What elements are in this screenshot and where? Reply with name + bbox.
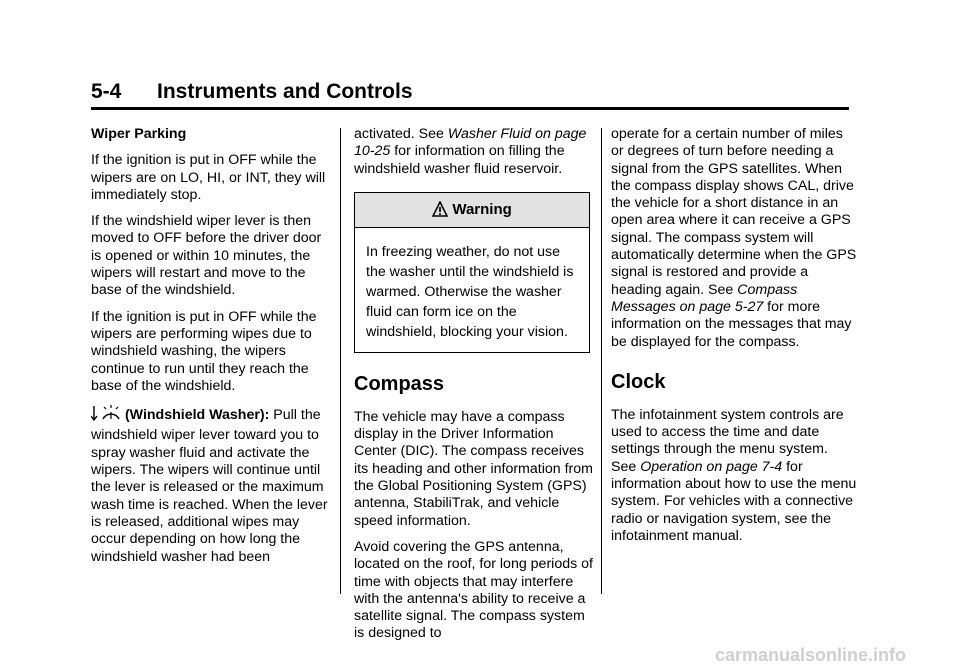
windshield-washer-icon	[91, 404, 121, 427]
washer-label: (Windshield Washer):	[124, 407, 270, 424]
compass-heading: Compass	[354, 372, 445, 395]
column-divider-1	[340, 128, 341, 594]
text-run: for information about how to use the menu system. For vehicles with a connective radio or navigation system, see the infotainment manual.	[611, 458, 857, 544]
warning-triangle-icon	[432, 196, 448, 230]
text-run: for information on filling the windshield washer fluid reservoir.	[354, 143, 565, 177]
warning-text: In freezing weather, do not use the washer until the windshield is warmed. Otherwise the washer fluid can form ice on the windshield, blocking your vision.	[366, 243, 574, 340]
page-number: 5-4	[91, 80, 122, 103]
warning-box	[354, 192, 590, 353]
paragraph	[611, 407, 857, 545]
paragraph: If the ignition is put in OFF while the wipers are on LO, HI, or INT, they will immediately stop.	[91, 152, 326, 203]
text-run: for more information on the messages that may be displayed for the compass.	[611, 298, 852, 350]
paragraph: If the ignition is put in OFF while the wipers are performing wipes due to windshield washing, the wipers continue to run until they reach the base of the windshield.	[91, 308, 317, 394]
warning-header	[355, 193, 589, 228]
clock-heading: Clock	[611, 370, 666, 393]
warning-title: Warning	[452, 200, 512, 218]
text-run: The infotainment system controls are used to access the time and date settings through the menu system. See	[611, 406, 844, 475]
text-run: operate for a certain number of miles or degrees of turn before needing a signal from the GPS satellites. When the compass display shows CAL, drive the vehicle for a short distance in an open area where it can receive a GPS signal. The compass system will automatically determine when the GPS signal is restored and provide a heading again. See	[611, 126, 857, 298]
washer-text: Pull the windshield wiper lever toward you to spray washer fluid and activate the wipers. The wipers will continue until the lever is released or the maximum wash time is reached. When the lever is released, additional wipes may occur depending on how long the windshield washer had been	[91, 407, 328, 565]
column-2	[354, 126, 594, 652]
compass-messages-link[interactable]: Compass Messages on page 5-27	[611, 281, 798, 315]
paragraph: The vehicle may have a compass display in the Driver Information Center (DIC). The compass receives its heading and other information from the Global Positioning System (GPS) antenna, StabiliTrak, and vehicle speed information.	[354, 408, 593, 529]
chapter-title: Instruments and Controls	[157, 80, 413, 103]
paragraph	[354, 126, 594, 178]
page-header	[91, 80, 849, 110]
column-divider-2	[601, 128, 602, 594]
washer-fluid-link[interactable]: Washer Fluid on page 10-25	[354, 126, 587, 160]
paragraph	[611, 126, 857, 351]
column-1	[91, 126, 329, 575]
paragraph: If the windshield wiper lever is then moved to OFF before the driver door is opened or within 10 minutes, the wipers will restart and move to the base of the windshield.	[91, 213, 322, 299]
text-run: activated. See	[354, 126, 448, 142]
paragraph: Avoid covering the GPS antenna, located on the roof, for long periods of time with objects that may interfere with the antenna's ability to receive a satellite signal. The compass system is designed to	[354, 538, 593, 642]
operation-link[interactable]: Operation on page 7-4	[640, 458, 783, 475]
washer-paragraph	[91, 404, 329, 566]
column-3	[611, 126, 857, 554]
watermark: carmanualsonline.info	[715, 645, 907, 665]
wiper-parking-heading: Wiper Parking	[91, 126, 187, 142]
